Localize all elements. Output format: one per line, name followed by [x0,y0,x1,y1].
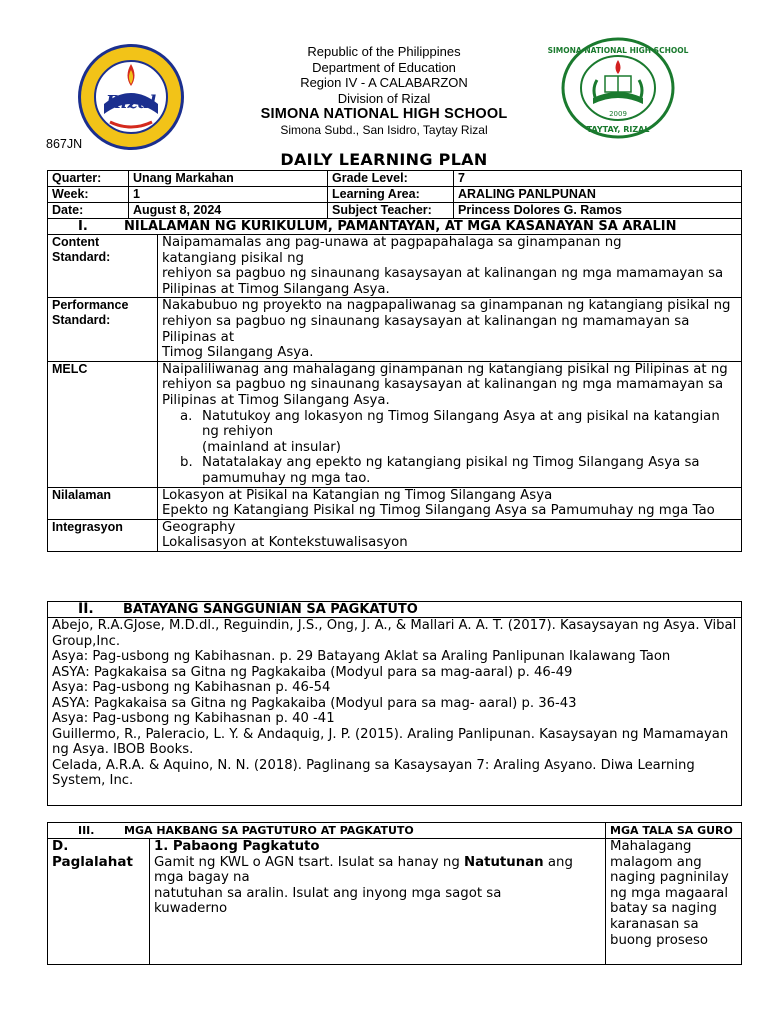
date-label: Date: [48,203,129,219]
performance-standard-label: Performance Standard: [48,298,158,361]
performance-standard-row [48,298,742,361]
nilalaman-row [48,487,742,519]
performance-standard-text-1: Nakabubuo ng proyekto na nagpapaliwanag sa ginampanan ng katangiang pisikal ng rehiyon sa pagbuo ng sinaunang kasaysayan at kalinangan ng mamamayan sa Pilipinas at [162,298,731,345]
content-standard-text-1: Naipamamalas ang pag-unawa at pagpapahalaga sa ginampanan ng katangiang pisikal ng [162,235,622,266]
section-1-title: NILALAMAN NG KURIKULUM, PAMANTAYAN, AT MGA KASANAYAN SA ARALIN [124,219,677,234]
quarter-value: Unang Markahan [129,171,328,187]
school-address: Simona Subd., San Isidro, Taytay Rizal [280,122,488,137]
performance-standard-text-2: Timog Silangang Asya. [162,345,314,361]
content-standard-label: Content Standard: [48,235,158,298]
grade-label: Grade Level: [328,171,454,187]
reference-item: Asya: Pag-usbong ng Kabihasnan p. 46-54 [52,680,331,695]
phase-label: D. Paglalahat [48,839,150,965]
week-value: 1 [129,187,328,203]
melc-objective-b: b. Natatalakay ang epekto ng katangiang pisikal ng Timog Silangang Asya sa pamumuhay ng mga tao. [180,455,700,486]
document-code: 867JN [46,137,83,151]
nilalaman-label: Nilalaman [48,487,158,519]
date-value: August 8, 2024 [129,203,328,219]
teacher-label: Subject Teacher: [328,203,454,219]
reference-item: Guillermo, R., Paleracio, L. Y. & Andaquig, J. P. (2015). Araling Panlipunan. Kasaysayan ng Mamamayan ng Asya. IBOB Books. [52,726,729,757]
svg-text:2009: 2009 [609,110,627,118]
references-table [47,601,742,806]
teacher-note: Mahalagang malagom ang naging pagninilay ng mga magaaral batay sa naging karanasan sa buong proseso [606,839,742,965]
lesson-info-table [47,170,742,552]
deped-rizal-logo [76,42,186,152]
melc-row [48,361,742,487]
section-3-title: MGA HAKBANG SA PAGTUTURO AT PAGKATUTO [124,824,414,837]
reference-item: ASYA: Pagkakaisa sa Gitna ng Pagkakaiba (Modyul para sa mag-aaral) p. 46-49 [52,664,573,680]
region-line: Region IV - A CALABARZON [300,75,468,90]
melc-label: MELC [48,361,158,487]
references-row [48,618,742,806]
step-instructions: Gamit ng KWL o AGN tsart. Isulat sa hanay ng Natutunan ang mga bagay na [154,854,573,885]
section-2-number: II. [78,601,94,617]
integrasyon-row [48,519,742,551]
teacher-value: Princess Dolores G. Ramos [454,203,742,219]
section-2-title: BATAYANG SANGGUNIAN SA PAGKATUTO [123,602,418,617]
paglalahat-row [48,839,742,965]
content-standard-row [48,235,742,298]
integrasyon-text-1: Geography [162,519,236,535]
department-line: Department of Education [312,59,456,75]
school-name: SIMONA NATIONAL HIGH SCHOOL [260,106,508,122]
step-instructions-continued: natutuhan sa aralin. Isulat ang inyong mga sagot sa kuwaderno [154,885,502,916]
reference-item: Celada, A.R.A. & Aquino, N. N. (2018). Paglinang sa Kasaysayan 7: Araling Asyano. Diwa Learning System, Inc. [52,757,695,788]
section-2-header [48,602,742,618]
svg-text:SIMONA NATIONAL HIGH SCHOOL: SIMONA NATIONAL HIGH SCHOOL [547,46,689,55]
melc-text: Naipaliliwanag ang mahalagang ginampanan ng katangiang pisikal ng Pilipinas at ng rehiyon sa pagbuo ng sinaunang kasaysayan at kalinangan ng mga mamamayan sa Pilipinas at Timog Silangang Asya. [162,361,728,408]
content-standard-text-2: rehiyon sa pagbuo ng sinaunang kasaysayan at kalinangan ng mga mamamayan sa Pilipinas at Timog Silangang Asya. [162,266,724,297]
integrasyon-text-2: Lokalisasyon at Kontekstuwalisasyon [162,535,408,551]
teacher-notes-header: MGA TALA SA GURO [606,823,742,839]
svg-text:TAYTAY, RIZAL: TAYTAY, RIZAL [586,125,650,134]
reference-item: Abejo, R.A.GJose, M.D.dl., Reguindin, J.S., Ong, J. A., & Mallari A. A. T. (2017). Kasaysayan ng Asya. Vibal Group,Inc. [52,618,737,649]
nilalaman-text-2: Epekto ng Katangiang Pisikal ng Timog Silangang Asya sa Pamumuhay ng mga Tao [162,503,715,519]
section-3-number: III. [78,824,95,837]
learning-area-value: ARALING PANLPUNAN [454,187,742,203]
republic-line: Republic of the Philippines [307,44,461,59]
date-row [48,203,742,219]
section-3-header [48,823,742,839]
melc-objective-a: a. Natutukoy ang lokasyon ng Timog Silangang Asya at ang pisikal na katangian ng rehiyon (mainland at insular) [180,408,720,455]
procedure-table [47,822,742,965]
quarter-label: Quarter: [48,171,129,187]
section-1-number: I. [78,219,88,234]
reference-item: ASYA: Pagkakaisa sa Gitna ng Pagkakaiba (Modyul para sa mag- aaral) p. 36-43 [52,695,577,711]
learning-area-label: Learning Area: [328,187,454,203]
letterhead [200,44,568,138]
quarter-row [48,171,742,187]
svg-text:Rizal: Rizal [105,92,157,113]
week-row [48,187,742,203]
page-title: DAILY LEARNING PLAN [280,150,488,169]
grade-value: 7 [454,171,742,187]
school-seal-logo [547,38,689,138]
step-title: 1. Pabaong Pagkatuto [154,839,320,854]
nilalaman-text-1: Lokasyon at Pisikal na Katangian ng Timog Silangang Asya [162,487,553,503]
integrasyon-label: Integrasyon [48,519,158,551]
melc-objectives-list [162,409,737,487]
reference-item: Asya: Pag-usbong ng Kabihasnan. p. 29 Batayang Aklat sa Araling Panlipunan Ikalawang Taon [52,649,671,664]
week-label: Week: [48,187,129,203]
division-line: Division of Rizal [337,90,431,106]
reference-item: Asya: Pag-usbong ng Kabihasnan p. 40 -41 [52,711,335,726]
section-1-header [48,219,742,235]
